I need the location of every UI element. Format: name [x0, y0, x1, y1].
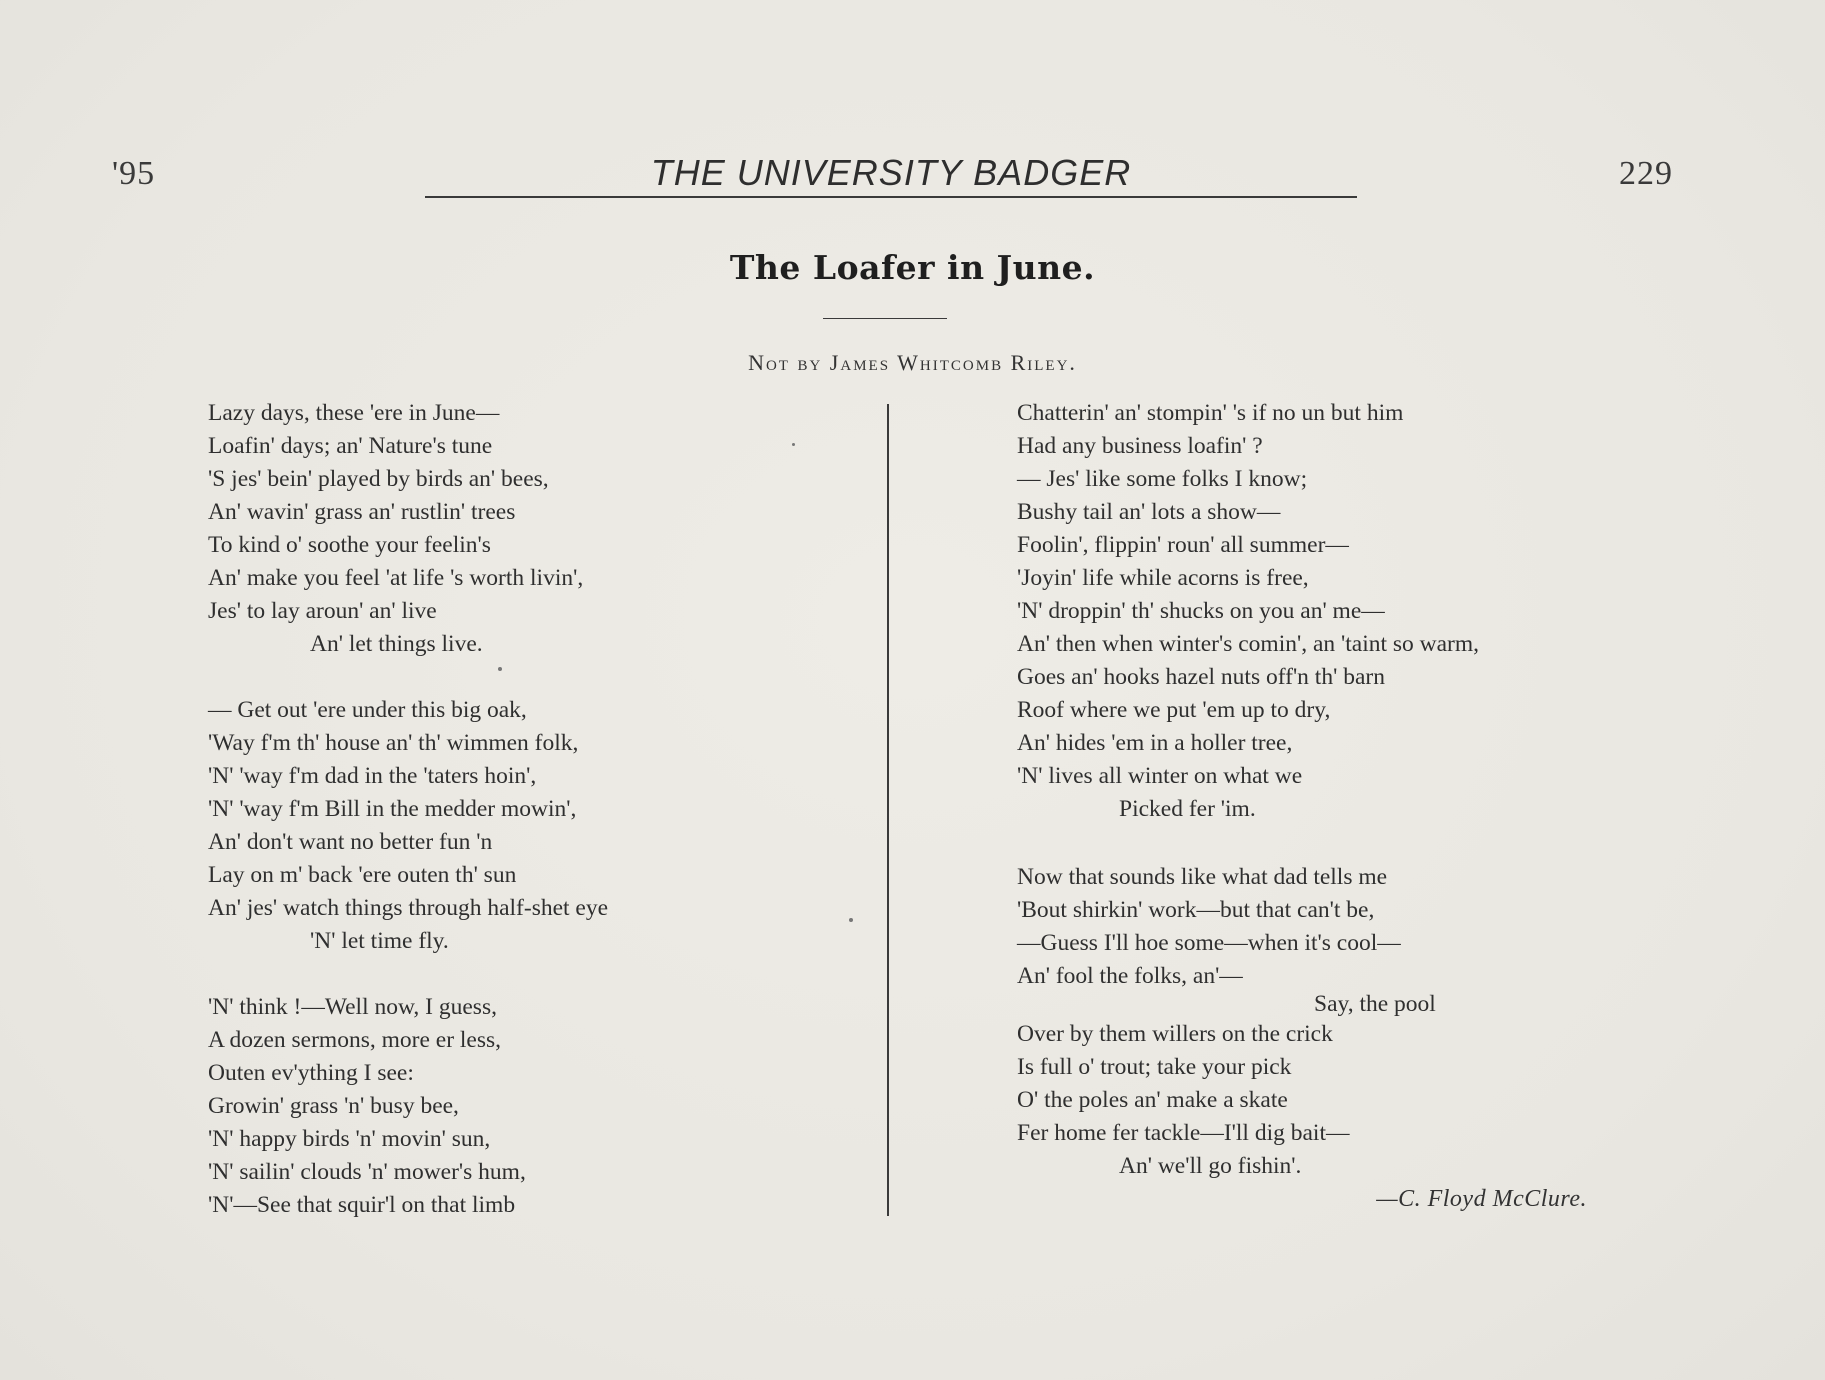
left-stanza-1 [208, 397, 868, 661]
poem-line: An' wavin' grass an' rustlin' trees [208, 499, 516, 525]
left-stanza-2 [208, 694, 868, 958]
poem-line: Lazy days, these 'ere in June— [208, 400, 500, 426]
poem-line: Lay on m' back 'ere outen th' sun [208, 862, 517, 888]
author-signature: —C. Floyd McClure. [1376, 1186, 1587, 1212]
poem-line: 'N' happy birds 'n' movin' sun, [208, 1126, 491, 1152]
poem-line: Chatterin' an' stompin' 's if no un but him [1017, 400, 1404, 426]
poem-line: —Guess I'll hoe some—when it's cool— [1017, 930, 1401, 956]
right-stanza-1 [1017, 397, 1637, 826]
poem-line: Loafin' days; an' Nature's tune [208, 433, 493, 459]
poem-line: An' don't want no better fun 'n [208, 829, 493, 855]
poem-line: Over by them willers on the crick [1017, 1021, 1333, 1047]
column-divider [887, 404, 889, 1216]
poem-line: 'N' lives all winter on what we [1017, 763, 1303, 789]
paper-speck [498, 667, 502, 671]
paper-speck [849, 918, 853, 922]
poem-line: 'Bout shirkin' work—but that can't be, [1017, 897, 1375, 923]
poem-line: 'Way f'm th' house an' th' wimmen folk, [208, 730, 579, 756]
poem-title: The Loafer in June. [729, 248, 1096, 287]
poem-line: — Jes' like some folks I know; [1017, 466, 1308, 492]
poem-line: Growin' grass 'n' busy bee, [208, 1093, 459, 1119]
poem-line: 'S jes' bein' played by birds an' bees, [208, 466, 549, 492]
poem-line: An' fool the folks, an'— [1017, 963, 1243, 989]
poem-line: Picked fer 'im. [1119, 796, 1256, 822]
poem-line: Fer home fer tackle—I'll dig bait— [1017, 1120, 1350, 1146]
poem-line: An' let things live. [310, 631, 483, 657]
left-stanza-3 [208, 991, 868, 1222]
poem-line: Had any business loafin' ? [1017, 433, 1263, 459]
right-stanza-2 [1017, 861, 1637, 1183]
poem-line: Now that sounds like what dad tells me [1017, 864, 1388, 890]
stanza-break [208, 661, 868, 694]
poem-subtitle: Not by James Whitcomb Riley. [748, 350, 1077, 375]
poem-line: An' make you feel 'at life 's worth livin', [208, 565, 584, 591]
running-head: THE UNIVERSITY BADGER [425, 152, 1357, 198]
poem-line: 'N' let time fly. [310, 928, 449, 954]
poem-line: 'N' 'way f'm dad in the 'taters hoin', [208, 763, 537, 789]
poem-line: Foolin', flippin' roun' all summer— [1017, 532, 1349, 558]
page-number: 229 [1619, 155, 1673, 192]
poem-line: Roof where we put 'em up to dry, [1017, 697, 1331, 723]
poem-line: 'N'—See that squir'l on that limb [208, 1192, 516, 1218]
poem-line: An' hides 'em in a holler tree, [1017, 730, 1293, 756]
poem-line: Say, the pool [1314, 991, 1436, 1017]
poem-line: Is full o' trout; take your pick [1017, 1054, 1292, 1080]
poem-line: Goes an' hooks hazel nuts off'n th' barn [1017, 664, 1385, 690]
poem-line: — Get out 'ere under this big oak, [208, 697, 527, 723]
poem-line: An' then when winter's comin', an 'taint so warm, [1017, 631, 1480, 657]
left-column [208, 397, 868, 1222]
stanza-break [1017, 826, 1637, 859]
stanza-break [208, 958, 868, 991]
poem-line: An' jes' watch things through half-shet eye [208, 895, 609, 921]
poem-line: 'N' droppin' th' shucks on you an' me— [1017, 598, 1385, 624]
poem-line: Outen ev'ything I see: [208, 1060, 414, 1086]
poem-line: Bushy tail an' lots a show— [1017, 499, 1281, 525]
poem-line: Jes' to lay aroun' an' live [208, 598, 437, 624]
poem-line: 'N' sailin' clouds 'n' mower's hum, [208, 1159, 526, 1185]
poem-line: To kind o' soothe your feelin's [208, 532, 491, 558]
poem-line: O' the poles an' make a skate [1017, 1087, 1288, 1113]
poem-line: 'Joyin' life while acorns is free, [1017, 565, 1309, 591]
poem-line: An' we'll go fishin'. [1119, 1153, 1302, 1179]
year-folio: '95 [112, 155, 156, 192]
right-column [1017, 397, 1637, 1183]
poem-line: 'N' think !—Well now, I guess, [208, 994, 497, 1020]
poem-line: A dozen sermons, more er less, [208, 1027, 502, 1053]
paper-speck [792, 443, 795, 446]
title-rule [823, 318, 947, 319]
poem-line: 'N' 'way f'm Bill in the medder mowin', [208, 796, 577, 822]
